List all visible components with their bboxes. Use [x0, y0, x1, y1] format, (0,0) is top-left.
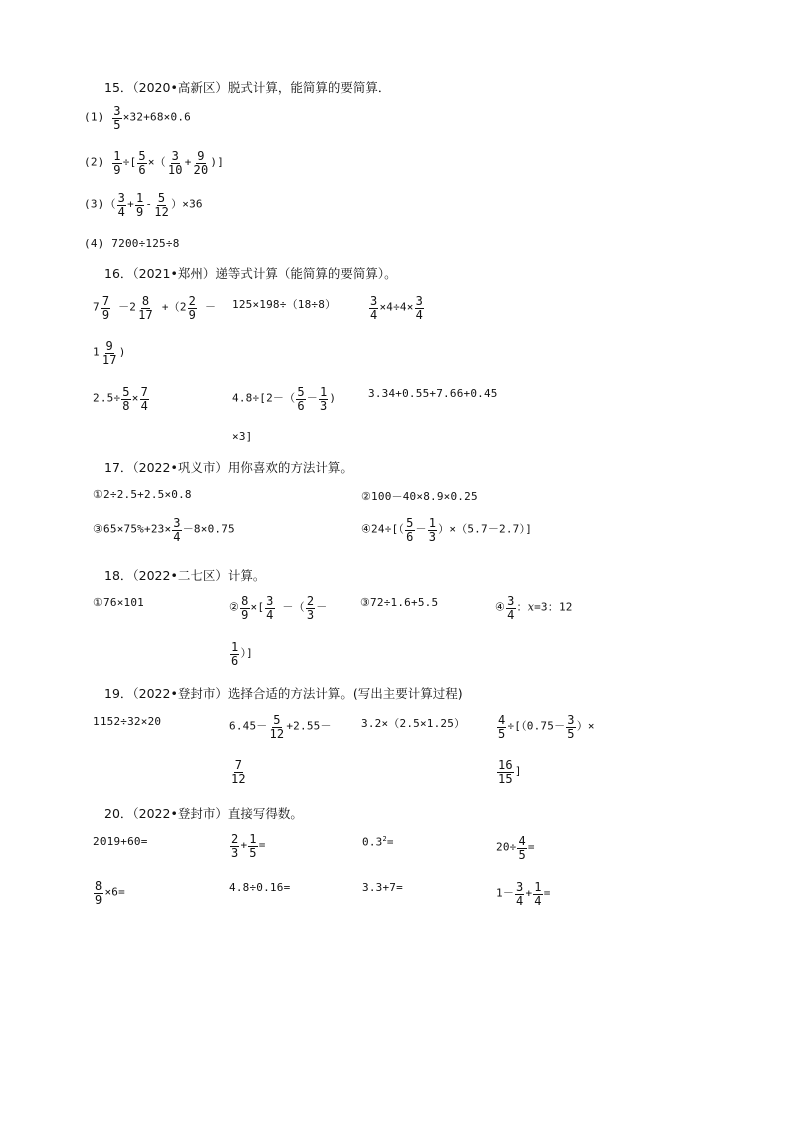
q16-expr-3: $\frac{3}{4}$ ×4÷4× $\frac{3}{4}$	[370, 294, 423, 322]
fraction: $\frac{4}{5}$	[498, 713, 506, 741]
fraction: $\frac{1}{3}$	[319, 385, 328, 413]
q16-expr-2: 125×198÷（18÷8）	[232, 298, 337, 311]
q16-expr-1-cont: 1 $\frac{9}{17}$ )	[93, 339, 126, 367]
fraction: $\frac{9}{20}$	[193, 149, 209, 177]
fraction: $\frac{3}{4}$	[370, 294, 378, 322]
q16-expr-5: 4.8÷[2－（ $\frac{5}{6}$ － $\frac{1}{3}$ )	[232, 385, 337, 413]
q19-expr-2-cont	[229, 758, 248, 785]
fraction: $\frac{8}{9}$	[95, 879, 103, 907]
question-18-title: 18．（2022•二七区）计算。	[104, 568, 266, 583]
fraction: $\frac{7}{12}$	[231, 758, 246, 786]
q20-expr-5: $\frac{8}{9}$ ×6=	[95, 879, 125, 907]
question-16-title: 16．（2021•郑州）递等式计算（能简算的要简算）。	[104, 266, 397, 281]
fraction: $\frac{3}{4}$	[415, 294, 423, 322]
fraction: $\frac{5}{12}$	[154, 191, 170, 219]
fraction: $\frac{7}{9}$	[101, 294, 110, 322]
fraction: $\frac{1}{6}$	[231, 640, 239, 668]
q15-part-2: (2) $\frac{1}{9}$ ÷[ $\frac{5}{6}$ ×（ $\frac{3}{10}$ + $\frac{9}{20}$ )]	[84, 149, 225, 177]
fraction: $\frac{1}{9}$	[135, 191, 144, 219]
fraction: $\frac{8}{17}$	[138, 294, 153, 322]
fraction: $\frac{4}{5}$	[518, 834, 526, 862]
q16-expr-6: 3.34+0.55+7.66+0.45	[368, 387, 498, 400]
fraction: $\frac{5}{6}$	[297, 385, 305, 413]
q19-expr-4-cont: $\frac{16}{15}$ ]	[498, 758, 522, 786]
fraction: $\frac{5}{6}$	[138, 149, 146, 177]
question-17-title: 17．（2022•巩义市）用你喜欢的方法计算。	[104, 460, 353, 475]
fraction: $\frac{1}{5}$	[249, 832, 257, 860]
q20-expr-6: 4.8÷0.16=	[229, 881, 291, 894]
fraction: $\frac{7}{4}$	[140, 385, 148, 413]
q18-expr-4: ④ $\frac{3}{4}$ ：x=3：12	[495, 594, 573, 622]
fraction: $\frac{9}{17}$	[101, 339, 117, 367]
fraction: $\frac{1}{3}$	[428, 516, 437, 544]
q20-expr-1: 2019+60=	[93, 835, 148, 848]
q19-expr-3: 3.2×（2.5×1.25）	[361, 717, 466, 730]
fraction: $\frac{5}{8}$	[122, 385, 130, 413]
fraction: $\frac{2}{3}$	[231, 832, 239, 860]
fraction: $\frac{16}{15}$	[498, 758, 513, 786]
q19-expr-2: 6.45－ $\frac{5}{12}$ +2.55－	[229, 713, 332, 741]
fraction: $\frac{3}{4}$	[507, 594, 515, 622]
fraction: $\frac{2}{9}$	[188, 294, 197, 322]
q16-expr-4: 2.5÷ $\frac{5}{8}$ × $\frac{7}{4}$	[93, 385, 148, 413]
q17-expr-2: ②100－40×8.9×0.25	[361, 490, 478, 503]
q18-expr-3: ③72÷1.6+5.5	[360, 596, 439, 609]
question-20-title: 20．（2022•登封市）直接写得数。	[104, 806, 303, 821]
q15-part-1: (1) $\frac{3}{5}$ ×32+68×0.6	[84, 104, 191, 132]
q20-expr-4: 20÷ $\frac{4}{5}$ =	[496, 834, 535, 862]
fraction: $\frac{5}{6}$	[406, 516, 414, 544]
q19-expr-4: $\frac{4}{5}$ ÷[（0.75－ $\frac{3}{5}$ ）×	[498, 713, 595, 741]
q18-expr-1: ①76×101	[93, 596, 144, 609]
q20-expr-7: 3.3+7=	[362, 881, 403, 894]
q16-expr-1: 7 $\frac{7}{9}$ －2 $\frac{8}{17}$ +（2 $\frac{2}{9}$ －	[93, 294, 217, 322]
q15-part-3: (3)（ $\frac{3}{4}$ + $\frac{1}{9}$ - $\frac{5}{12}$ ）×36	[84, 191, 203, 219]
q18-expr-2-cont: $\frac{1}{6}$ ）]	[231, 640, 253, 668]
fraction: $\frac{3}{4}$	[516, 880, 524, 908]
fraction: $\frac{3}{4}$	[117, 191, 126, 219]
question-19-title: 19．（2022•登封市）选择合适的方法计算。(写出主要计算过程)	[104, 686, 463, 701]
fraction: $\frac{8}{9}$	[241, 594, 249, 622]
fraction: $\frac{2}{3}$	[306, 594, 315, 622]
fraction: $\frac{1}{4}$	[534, 880, 542, 908]
q20-expr-3: $0.3^2=$	[362, 835, 394, 849]
q19-expr-1: 1152÷32×20	[93, 715, 162, 728]
fraction: $\frac{3}{5}$	[113, 104, 121, 132]
fraction: $\frac{3}{5}$	[567, 713, 575, 741]
fraction: $\frac{3}{4}$	[173, 516, 181, 544]
q18-expr-2: ② $\frac{8}{9}$ ×[ $\frac{3}{4}$ －（ $\frac{2}{3}$ －	[229, 594, 328, 622]
fraction: $\frac{5}{12}$	[269, 713, 285, 741]
fraction: $\frac{1}{9}$	[113, 149, 121, 177]
q17-expr-1: ①2÷2.5+2.5×0.8	[93, 488, 192, 501]
q17-expr-3: ③65×75%+23× $\frac{3}{4}$ －8×0.75	[93, 516, 235, 544]
fraction: $\frac{3}{4}$	[266, 594, 274, 622]
q15-part-4: (4) 7200÷125÷8	[84, 237, 180, 250]
q20-expr-2: $\frac{2}{3}$ + $\frac{1}{5}$ =	[231, 832, 266, 860]
fraction: $\frac{3}{10}$	[167, 149, 183, 177]
q17-expr-4: ④24÷[（ $\frac{5}{6}$ － $\frac{1}{3}$ ）×（5.7－2.7）]	[361, 516, 533, 544]
question-15-title: 15．（2020•高新区）脱式计算，能简算的要简算．	[104, 80, 391, 95]
q16-expr-5-cont: ×3]	[232, 430, 253, 443]
q20-expr-8: 1－ $\frac{3}{4}$ + $\frac{1}{4}$ =	[496, 880, 551, 908]
